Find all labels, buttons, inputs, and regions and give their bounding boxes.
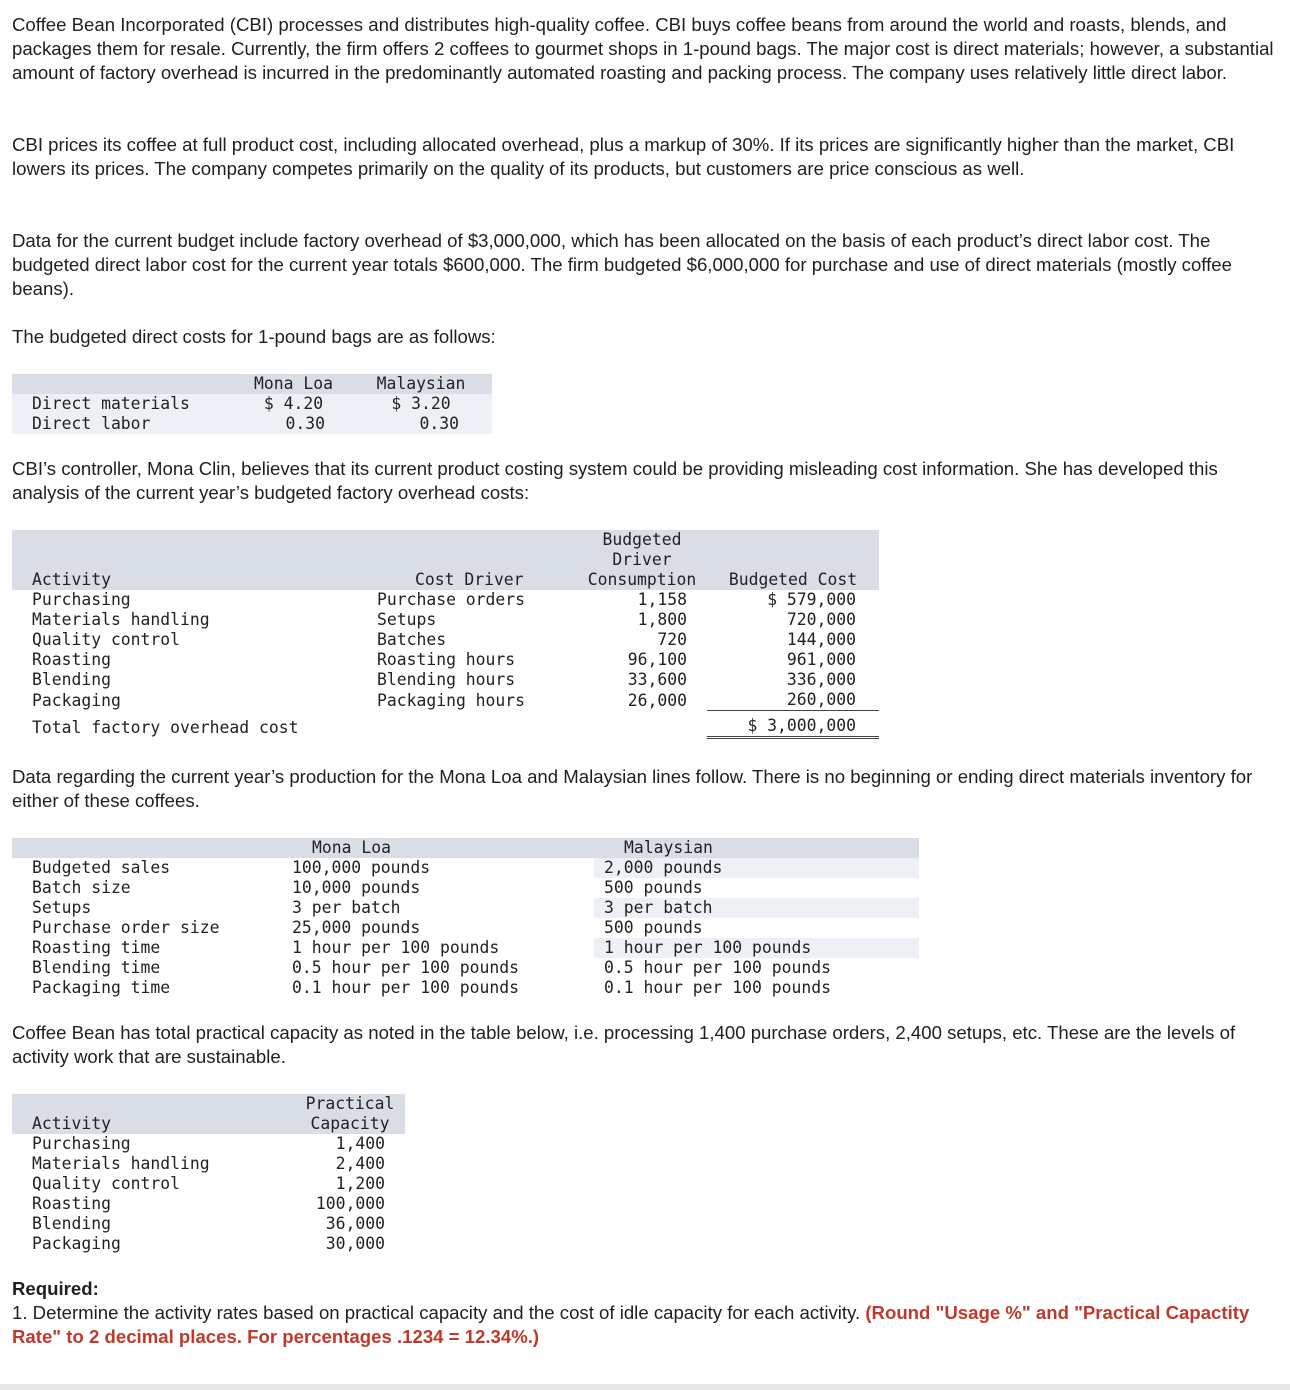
cell-value: 0.1 hour per 100 pounds bbox=[604, 978, 831, 997]
production-table bbox=[12, 838, 919, 998]
page-bottom-rule bbox=[0, 1384, 1290, 1390]
capacity-cell: 36,000 bbox=[325, 1214, 385, 1233]
required-title: Required: bbox=[12, 1278, 99, 1299]
col-header-consumption-2: Driver bbox=[612, 550, 672, 569]
activity-cell: Packaging bbox=[32, 690, 121, 710]
cell-value: 1 hour per 100 pounds bbox=[292, 938, 500, 957]
cost-cell: 720,000 bbox=[786, 610, 856, 629]
table-row bbox=[12, 1174, 405, 1194]
col-header-malaysian: Malaysian bbox=[594, 838, 919, 858]
table-row bbox=[12, 394, 492, 414]
capacity-cell: 1,400 bbox=[335, 1134, 385, 1153]
capacity-paragraph: Coffee Bean has total practical capacity as noted in the table below, i.e. processing 1,400 purchase orders, 2,400 setups, etc. These are the levels of activity work that are sustainable. bbox=[12, 1022, 1236, 1067]
col-header-consumption-3: Consumption bbox=[587, 570, 697, 589]
table-row bbox=[12, 858, 919, 878]
table-row bbox=[12, 1154, 405, 1174]
activity-cell: Purchasing bbox=[32, 1134, 131, 1153]
col-header-activity: Activity bbox=[32, 570, 111, 589]
cell-value: $ 4.20 bbox=[237, 394, 350, 414]
total-row bbox=[12, 711, 879, 738]
cell-value: $ 3.20 bbox=[350, 394, 492, 414]
table-row bbox=[12, 878, 919, 898]
table-row bbox=[12, 1194, 405, 1214]
driver-cell: Setups bbox=[377, 610, 437, 629]
row-label: Direct labor bbox=[12, 414, 237, 434]
table-row bbox=[12, 1134, 405, 1154]
activity-cell: Packaging bbox=[32, 1234, 121, 1253]
cost-cell: 144,000 bbox=[786, 630, 856, 649]
required-rounding-note: (Round "Usage %" and "Practical Capactity Rate" to 2 decimal places. For percentages .1234 = 12.34%.) bbox=[12, 1302, 1250, 1347]
cell-value: 3 per batch bbox=[292, 898, 401, 917]
col-header-capacity: Capacity bbox=[310, 1114, 390, 1133]
table-row bbox=[12, 630, 879, 650]
total-label: Total factory overhead cost bbox=[32, 717, 299, 737]
direct-costs-table bbox=[12, 374, 492, 434]
cell-value: 1 hour per 100 pounds bbox=[594, 938, 919, 958]
driver-cell: Roasting hours bbox=[377, 650, 516, 669]
activity-cell: Roasting bbox=[32, 650, 111, 669]
activity-cell: Quality control bbox=[32, 1174, 181, 1193]
cost-cell: 260,000 bbox=[707, 690, 879, 711]
activity-cell: Blending bbox=[32, 1214, 111, 1233]
cell-value: 0.30 bbox=[350, 414, 492, 434]
budget-paragraph: Data for the current budget include factory overhead of $3,000,000, which has been allocated on the basis of each product’s direct labor cost. The budgeted direct labor cost for the current year totals $600,000. The firm budgeted $6,000,000 for purchase and use of direct materials (mostly coffee beans). bbox=[12, 230, 1232, 299]
table-row bbox=[12, 690, 879, 711]
cell-value: 0.5 hour per 100 pounds bbox=[292, 958, 519, 977]
cell-value: 500 pounds bbox=[604, 878, 703, 897]
row-label: Setups bbox=[32, 898, 92, 917]
row-label: Packaging time bbox=[32, 978, 171, 997]
row-label: Batch size bbox=[32, 878, 131, 897]
capacity-cell: 100,000 bbox=[315, 1194, 385, 1213]
row-label: Purchase order size bbox=[32, 918, 220, 937]
col-header-cost-driver: Cost Driver bbox=[415, 570, 524, 589]
consumption-cell: 33,600 bbox=[627, 670, 687, 689]
table-row bbox=[12, 1214, 405, 1234]
overhead-table bbox=[12, 530, 879, 739]
col-header-mona-loa: Mona Loa bbox=[237, 374, 350, 394]
table-row bbox=[12, 898, 919, 918]
cell-value: 0.1 hour per 100 pounds bbox=[292, 978, 519, 997]
pricing-paragraph: CBI prices its coffee at full product cost, including allocated overhead, plus a markup of 30%. If its prices are significantly higher than the market, CBI lowers its prices. The company competes primarily on the quality of its products, but customers are price conscious as well. bbox=[12, 134, 1235, 179]
driver-cell: Blending hours bbox=[377, 670, 516, 689]
production-paragraph: Data regarding the current year’s production for the Mona Loa and Malaysian lines follow. There is no beginning or ending direct materials inventory for either of these coffees. bbox=[12, 766, 1253, 811]
activity-cell: Quality control bbox=[32, 630, 181, 649]
cell-value: 25,000 pounds bbox=[292, 918, 421, 937]
col-header-malaysian: Malaysian bbox=[350, 374, 492, 394]
table-row bbox=[12, 958, 919, 978]
controller-paragraph: CBI’s controller, Mona Clin, believes that its current product costing system could be providing misleading cost information. She has developed this analysis of the current year’s budgeted factory overhead costs: bbox=[12, 458, 1218, 503]
table-row bbox=[12, 590, 879, 610]
consumption-cell: 96,100 bbox=[627, 650, 687, 669]
activity-cell: Materials handling bbox=[32, 610, 210, 629]
required-text: 1. Determine the activity rates based on practical capacity and the cost of idle capacity for each activity. bbox=[12, 1302, 861, 1323]
cost-cell: 961,000 bbox=[786, 650, 856, 669]
activity-cell: Roasting bbox=[32, 1194, 111, 1213]
col-header-practical: Practical bbox=[305, 1094, 395, 1113]
capacity-cell: 1,200 bbox=[335, 1174, 385, 1193]
consumption-cell: 1,800 bbox=[637, 610, 687, 629]
required-section bbox=[12, 1277, 1274, 1349]
cell-value: 0.30 bbox=[237, 414, 350, 434]
driver-cell: Packaging hours bbox=[377, 690, 526, 710]
table-row bbox=[12, 918, 919, 938]
capacity-cell: 2,400 bbox=[335, 1154, 385, 1173]
table-row bbox=[12, 978, 919, 998]
cell-value: 3 per batch bbox=[594, 898, 919, 918]
cell-value: 2,000 pounds bbox=[594, 858, 919, 878]
row-label: Direct materials bbox=[12, 394, 237, 414]
cell-value: 500 pounds bbox=[604, 918, 703, 937]
table-row bbox=[12, 650, 879, 670]
col-header-activity: Activity bbox=[32, 1114, 111, 1133]
driver-cell: Batches bbox=[377, 630, 447, 649]
table-row bbox=[12, 610, 879, 630]
capacity-table bbox=[12, 1094, 405, 1254]
cost-cell: $ 579,000 bbox=[767, 590, 856, 609]
cell-value: 100,000 pounds bbox=[292, 858, 431, 877]
table-row bbox=[12, 670, 879, 690]
driver-cell: Purchase orders bbox=[377, 590, 526, 609]
table-row bbox=[12, 1234, 405, 1254]
total-value: $ 3,000,000 bbox=[707, 711, 879, 738]
row-label: Budgeted sales bbox=[32, 858, 171, 877]
col-header-consumption-1: Budgeted bbox=[602, 530, 682, 549]
cell-value: 10,000 pounds bbox=[292, 878, 421, 897]
consumption-cell: 26,000 bbox=[627, 690, 687, 710]
consumption-cell: 720 bbox=[657, 630, 687, 649]
row-label: Blending time bbox=[32, 958, 161, 977]
intro-paragraph: Coffee Bean Incorporated (CBI) processes and distributes high-quality coffee. CBI buys coffee beans from around the world and roasts, blends, and packages them for resale. Currently, the firm offers 2 coffees to gourmet shops in 1-pound bags. The major cost is direct materials; however, a substantial amount of factory overhead is incurred in the predominantly automated roasting and packing process. The company uses relatively little direct labor. bbox=[12, 14, 1274, 83]
col-header-mona-loa: Mona Loa bbox=[282, 838, 594, 858]
activity-cell: Materials handling bbox=[32, 1154, 210, 1173]
table-row bbox=[12, 938, 919, 958]
direct-costs-intro: The budgeted direct costs for 1-pound bags are as follows: bbox=[12, 326, 496, 347]
activity-cell: Purchasing bbox=[32, 590, 131, 609]
cell-value: 0.5 hour per 100 pounds bbox=[604, 958, 831, 977]
consumption-cell: 1,158 bbox=[637, 590, 687, 609]
capacity-cell: 30,000 bbox=[325, 1234, 385, 1253]
row-label: Roasting time bbox=[32, 938, 161, 957]
col-header-budgeted-cost: Budgeted Cost bbox=[728, 570, 858, 589]
activity-cell: Blending bbox=[32, 670, 111, 689]
table-row bbox=[12, 414, 492, 434]
cost-cell: 336,000 bbox=[786, 670, 856, 689]
